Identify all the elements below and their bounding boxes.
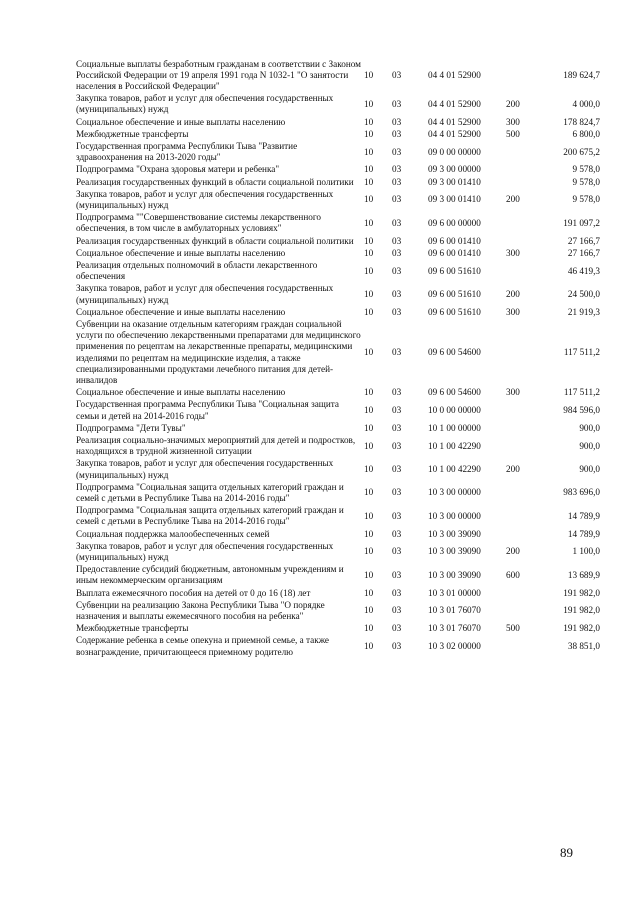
- row-section-code: 10: [364, 176, 374, 187]
- row-description: Реализация социально-значимых мероприятий для детей и подростков, находящихся в трудной жизненной ситуации: [76, 435, 356, 457]
- table-row: [76, 481, 600, 504]
- row-description: Реализация государственных функций в области социальной политики: [76, 235, 354, 246]
- row-target-article: 10 3 02 00000: [428, 641, 481, 652]
- row-section-code: 10: [364, 528, 374, 539]
- row-target-article: 10 1 00 42290: [428, 464, 481, 474]
- row-target-article: 10 0 00 00000: [428, 404, 481, 415]
- row-target-article: 10 1 00 00000: [428, 422, 481, 433]
- row-target-article: 04 4 01 52900: [428, 128, 481, 139]
- row-amount: 9 578,0: [572, 194, 600, 205]
- table-row: [76, 458, 600, 481]
- row-section-code: 10: [364, 510, 374, 521]
- table-row: [76, 505, 600, 528]
- row-amount: 117 511,2: [563, 346, 600, 357]
- row-section-code: 10: [364, 587, 374, 598]
- row-expense-type: [506, 599, 534, 622]
- table-row: [76, 93, 600, 116]
- row-expense-type: 300: [506, 116, 520, 127]
- row-target-article: 09 6 00 01410: [428, 247, 481, 258]
- row-section-code: 10: [364, 569, 374, 580]
- row-section-code: 10: [364, 440, 374, 451]
- row-amount: 1 100,0: [572, 546, 600, 557]
- row-amount: 38 851,0: [567, 641, 600, 652]
- row-amount: 900,0: [579, 422, 600, 433]
- row-subsection-code: 03: [392, 487, 402, 498]
- row-expense-type: 300: [506, 247, 520, 258]
- row-description: Социальное обеспечение и иные выплаты населению: [76, 387, 286, 398]
- row-target-article: 10 3 01 76070: [428, 623, 481, 634]
- row-subsection-code: 03: [392, 235, 402, 246]
- row-description: Закупка товаров, работ и услуг для обеспечения государственных (муниципальных) нужд: [76, 283, 334, 305]
- row-section-code: 10: [364, 306, 374, 317]
- row-section-code: 10: [364, 464, 374, 474]
- budget-table: [76, 58, 600, 658]
- row-description: Реализация государственных функций в области социальной политики: [76, 176, 354, 187]
- row-target-article: 10 1 00 42290: [428, 440, 481, 451]
- row-target-article: 09 3 00 01410: [428, 194, 481, 205]
- row-expense-type: [506, 528, 534, 540]
- row-amount: 4 000,0: [572, 98, 600, 109]
- row-amount: 191 982,0: [563, 587, 600, 598]
- row-target-article: 04 4 01 52900: [428, 98, 481, 109]
- table-row: [76, 306, 600, 318]
- table-row: [76, 235, 600, 247]
- row-amount: 27 166,7: [567, 235, 600, 246]
- row-subsection-code: 03: [392, 404, 402, 415]
- row-subsection-code: 03: [392, 569, 402, 580]
- table-row: [76, 399, 600, 422]
- row-description: Подпрограмма "Социальная защита отдельных категорий граждан и семей с детьми в Республике Тыва на 2014-2016 годы": [76, 505, 344, 527]
- row-expense-type: 200: [506, 546, 520, 557]
- row-section-code: 10: [364, 546, 374, 557]
- row-expense-type: 200: [506, 194, 520, 205]
- row-description: Выплата ежемесячного пособия на детей от 0 до 16 (18) лет: [76, 587, 311, 598]
- row-subsection-code: 03: [392, 546, 402, 557]
- row-description: Подпрограмма "Дети Тувы": [76, 422, 186, 433]
- row-section-code: 10: [364, 116, 374, 127]
- row-target-article: 10 3 00 39090: [428, 528, 481, 539]
- row-subsection-code: 03: [392, 176, 402, 187]
- row-expense-type: [506, 435, 534, 458]
- row-section-code: 10: [364, 69, 374, 80]
- table-row: [76, 58, 600, 93]
- row-section-code: 10: [364, 217, 374, 228]
- row-description: Межбюджетные трансферты: [76, 623, 189, 634]
- table-row: [76, 259, 600, 282]
- table-row: [76, 140, 600, 163]
- row-subsection-code: 03: [392, 306, 402, 317]
- row-expense-type: 200: [506, 464, 520, 474]
- row-amount: 6 800,0: [572, 128, 600, 139]
- row-amount: 984 596,0: [563, 404, 600, 415]
- row-description: Содержание ребенка в семье опекуна и приемной семье, а также вознаграждение, причитающееся приемному родителю: [76, 635, 329, 657]
- row-target-article: 04 4 01 52900: [428, 116, 481, 127]
- row-target-article: 04 4 01 52900: [428, 69, 481, 80]
- row-section-code: 10: [364, 128, 374, 139]
- row-description: Подпрограмма "Охрана здоровья матери и ребенка": [76, 164, 280, 175]
- budget-table-body: [76, 58, 600, 658]
- row-target-article: 09 6 00 51610: [428, 288, 481, 299]
- row-section-code: 10: [364, 247, 374, 258]
- row-target-article: 09 3 00 01410: [428, 176, 481, 187]
- row-amount: 178 824,7: [563, 116, 600, 127]
- row-amount: 14 789,9: [567, 510, 600, 521]
- row-expense-type: 500: [506, 128, 520, 139]
- row-section-code: 10: [364, 387, 374, 398]
- row-subsection-code: 03: [392, 265, 402, 276]
- row-amount: 191 982,0: [563, 605, 600, 616]
- table-row: [76, 635, 600, 658]
- row-subsection-code: 03: [392, 217, 402, 228]
- row-section-code: 10: [364, 194, 374, 205]
- row-section-code: 10: [364, 422, 374, 433]
- row-section-code: 10: [364, 235, 374, 246]
- row-target-article: 10 3 00 00000: [428, 487, 481, 498]
- row-target-article: 10 3 00 00000: [428, 510, 481, 521]
- row-expense-type: 200: [506, 288, 520, 299]
- row-description: Социальное обеспечение и иные выплаты населению: [76, 116, 286, 127]
- row-amount: 9 578,0: [572, 164, 600, 175]
- row-expense-type: [506, 140, 534, 163]
- row-expense-type: [506, 318, 534, 386]
- row-section-code: 10: [364, 146, 374, 157]
- row-expense-type: 300: [506, 306, 520, 317]
- row-subsection-code: 03: [392, 69, 402, 80]
- row-expense-type: [506, 235, 534, 247]
- row-description: Закупка товаров, работ и услуг для обеспечения государственных (муниципальных) нужд: [76, 93, 334, 115]
- row-amount: 13 689,9: [567, 569, 600, 580]
- row-amount: 189 624,7: [563, 69, 600, 80]
- row-amount: 191 982,0: [563, 623, 600, 634]
- row-subsection-code: 03: [392, 346, 402, 357]
- page-number: 89: [560, 845, 573, 860]
- row-section-code: 10: [364, 265, 374, 276]
- row-description: Социальное обеспечение и иные выплаты населению: [76, 247, 286, 258]
- row-description: Субвенции на оказание отдельным категориям граждан социальной услуги по обеспечению лекарственными препаратами для медицинского применения по рецептам на лекарственные препараты, медицинскими изделиями по рецептам на медицинские изделия, а также специализированными продуктами лечебного питания для детей-инвалидов: [76, 318, 361, 385]
- row-target-article: 10 3 01 00000: [428, 587, 481, 598]
- table-row: [76, 623, 600, 635]
- row-expense-type: [506, 399, 534, 422]
- row-expense-type: 200: [506, 98, 520, 109]
- row-subsection-code: 03: [392, 194, 402, 205]
- row-section-code: 10: [364, 605, 374, 616]
- row-section-code: 10: [364, 641, 374, 652]
- row-target-article: 09 6 00 51610: [428, 306, 481, 317]
- row-target-article: 09 6 00 54600: [428, 387, 481, 398]
- table-row: [76, 528, 600, 540]
- table-row: [76, 176, 600, 188]
- row-expense-type: [506, 422, 534, 434]
- row-description: Предоставление субсидий бюджетным, автономным учреждениям и иным некоммерческим организациям: [76, 564, 344, 586]
- row-subsection-code: 03: [392, 605, 402, 616]
- row-expense-type: 500: [506, 623, 520, 634]
- table-row: [76, 116, 600, 128]
- row-subsection-code: 03: [392, 146, 402, 157]
- row-target-article: 09 6 00 00000: [428, 217, 481, 228]
- row-description: Социальные выплаты безработным гражданам в соответствии с Законом Российской Федерации от 19 апреля 1991 года N 1032-1 "О занятости населения в Российской Федерации": [76, 58, 361, 91]
- row-description: Закупка товаров, работ и услуг для обеспечения государственных (муниципальных) нужд: [76, 458, 334, 480]
- row-description: Подпрограмма "Социальная защита отдельных категорий граждан и семей с детьми в Республике Тыва на 2014-2016 годы": [76, 481, 344, 504]
- row-section-code: 10: [364, 404, 374, 415]
- table-row: [76, 212, 600, 235]
- row-subsection-code: 03: [392, 440, 402, 451]
- table-row: [76, 283, 600, 306]
- row-subsection-code: 03: [392, 587, 402, 598]
- row-amount: 191 097,2: [563, 217, 600, 228]
- row-target-article: 09 3 00 00000: [428, 164, 481, 175]
- row-amount: 983 696,0: [563, 487, 600, 498]
- table-row: [76, 422, 600, 434]
- row-description: Государственная программа Республики Тыва "Развитие здравоохранения на 2013-2020 годы": [76, 140, 298, 163]
- row-description: Межбюджетные трансферты: [76, 128, 189, 139]
- row-target-article: 09 6 00 01410: [428, 235, 481, 246]
- table-row: [76, 318, 600, 386]
- row-expense-type: [506, 587, 534, 599]
- table-row: [76, 387, 600, 399]
- row-amount: 200 675,2: [563, 146, 600, 157]
- row-description: Субвенции на реализацию Закона Республики Тыва "О порядке назначения и выплаты ежемесячного пособия на ребенка": [76, 599, 325, 622]
- row-description: Закупка товаров, работ и услуг для обеспечения государственных (муниципальных) нужд: [76, 540, 334, 563]
- row-target-article: 10 3 01 76070: [428, 605, 481, 616]
- row-amount: 46 419,3: [567, 265, 600, 276]
- row-amount: 14 789,9: [567, 528, 600, 539]
- table-row: [76, 128, 600, 140]
- row-target-article: 09 6 00 51610: [428, 265, 481, 276]
- row-amount: 24 500,0: [567, 288, 600, 299]
- row-expense-type: [506, 505, 534, 528]
- row-subsection-code: 03: [392, 164, 402, 175]
- row-subsection-code: 03: [392, 288, 402, 299]
- row-amount: 9 578,0: [572, 176, 600, 187]
- row-expense-type: [506, 164, 534, 176]
- row-section-code: 10: [364, 164, 374, 175]
- row-section-code: 10: [364, 98, 374, 109]
- row-section-code: 10: [364, 288, 374, 299]
- row-description: Реализация отдельных полномочий в области лекарственного обеспечения: [76, 259, 318, 282]
- table-row: [76, 599, 600, 622]
- row-subsection-code: 03: [392, 528, 402, 539]
- row-amount: 900,0: [579, 440, 600, 451]
- row-description: Государственная программа Республики Тыва "Социальная защита семьи и детей на 2014-2016 годы": [76, 399, 339, 421]
- row-expense-type: 600: [506, 569, 520, 580]
- row-section-code: 10: [364, 623, 374, 634]
- table-row: [76, 435, 600, 458]
- row-amount: 27 166,7: [567, 247, 600, 258]
- row-amount: 21 919,3: [567, 306, 600, 317]
- table-row: [76, 564, 600, 587]
- row-description: Социальное обеспечение и иные выплаты населению: [76, 306, 286, 317]
- row-target-article: 09 0 00 00000: [428, 146, 481, 157]
- table-row: [76, 188, 600, 211]
- table-row: [76, 587, 600, 599]
- row-expense-type: [506, 259, 534, 282]
- row-target-article: 10 3 00 39090: [428, 569, 481, 580]
- row-expense-type: 300: [506, 387, 520, 398]
- row-subsection-code: 03: [392, 98, 402, 109]
- row-subsection-code: 03: [392, 464, 402, 474]
- row-subsection-code: 03: [392, 510, 402, 521]
- row-subsection-code: 03: [392, 247, 402, 258]
- row-expense-type: [506, 58, 534, 93]
- row-section-code: 10: [364, 346, 374, 357]
- row-subsection-code: 03: [392, 422, 402, 433]
- row-section-code: 10: [364, 487, 374, 498]
- row-subsection-code: 03: [392, 641, 402, 652]
- row-subsection-code: 03: [392, 387, 402, 398]
- row-description: Социальная поддержка малообеспеченных семей: [76, 528, 270, 539]
- table-row: [76, 164, 600, 176]
- row-subsection-code: 03: [392, 128, 402, 139]
- row-description: Подпрограмма ""Совершенствование системы лекарственного обеспечения, в том числе в амбулаторных условиях": [76, 212, 321, 234]
- row-amount: 117 511,2: [563, 387, 600, 398]
- row-expense-type: [506, 176, 534, 188]
- table-row: [76, 247, 600, 259]
- row-subsection-code: 03: [392, 623, 402, 634]
- row-expense-type: [506, 481, 534, 504]
- row-expense-type: [506, 212, 534, 235]
- row-subsection-code: 03: [392, 116, 402, 127]
- row-description: Закупка товаров, работ и услуг для обеспечения государственных (муниципальных) нужд: [76, 188, 334, 210]
- row-target-article: 09 6 00 54600: [428, 346, 481, 357]
- row-target-article: 10 3 00 39090: [428, 546, 481, 557]
- row-amount: 900,0: [579, 464, 600, 474]
- table-row: [76, 540, 600, 563]
- row-expense-type: [506, 635, 534, 658]
